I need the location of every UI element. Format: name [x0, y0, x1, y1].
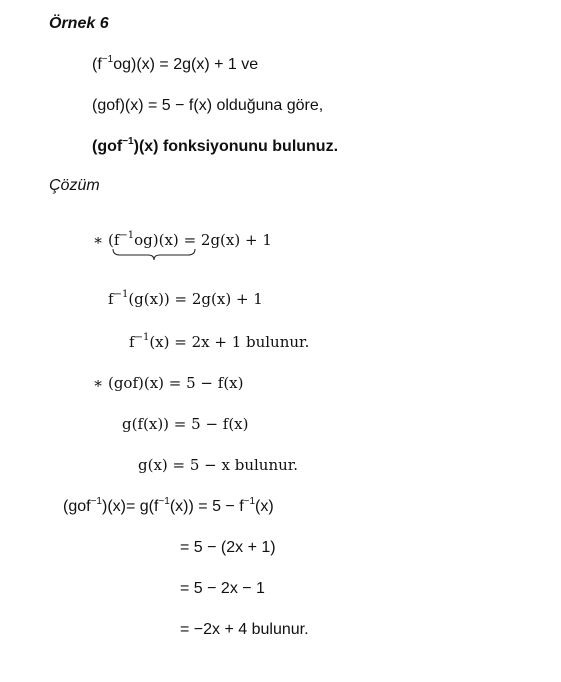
step-1-part-a: (f [107, 231, 120, 249]
given-line-1 [92, 55, 258, 75]
underbrace-icon [112, 248, 196, 262]
solution-step-4: ∗ (gof)(x) = 5 − f(x) [93, 374, 244, 392]
solution-step-10: = −2x + 4 bulunur. [180, 621, 309, 638]
given-line-1-sup: −1 [101, 54, 114, 65]
given-line-1-part-a: (f [92, 56, 102, 73]
step-7-sup-1: −1 [90, 496, 102, 507]
step-1-braced [108, 231, 179, 249]
given-line-1-part-b: og)(x) = 2g(x) + 1 ve [113, 56, 259, 73]
question-part-b: )(x) fonksiyonunu bulunuz. [133, 138, 339, 155]
solution-step-6: g(x) = 5 − x bulunur. [138, 456, 299, 474]
step-3-sup: −1 [134, 332, 150, 343]
solution-step-8: = 5 − (2x + 1) [180, 539, 276, 556]
step-2-sup: −1 [113, 289, 129, 300]
question-sup: −1 [122, 136, 134, 147]
question-part-a: (gof [92, 138, 123, 155]
step-7-sup-3: −1 [243, 496, 256, 507]
solution-step-1 [93, 230, 272, 250]
step-7-part-a: (gof [63, 498, 91, 515]
step-7-sup-2: −1 [158, 496, 170, 507]
solution-step-5: g(f(x)) = 5 − f(x) [122, 415, 249, 433]
step-7-part-b: )(x)= g(f [101, 498, 159, 515]
example-title: Örnek 6 [49, 15, 109, 32]
step-1-star: ∗ [93, 231, 104, 249]
step-7-part-c: (x)) = 5 − f [169, 498, 244, 515]
solution-step-9: = 5 − 2x − 1 [180, 580, 265, 597]
step-1-part-c: = 2g(x) + 1 [178, 231, 272, 249]
solution-title: Çözüm [49, 177, 100, 194]
step-1-part-b: og)(x) [134, 231, 179, 249]
step-7-part-d: (x) [255, 498, 274, 515]
step-2-part-b: (g(x)) = 2g(x) + 1 [128, 290, 263, 308]
given-line-2: (gof)(x) = 5 − f(x) olduğuna göre, [92, 97, 324, 114]
step-1-sup: −1 [119, 230, 135, 241]
step-2-part-a: f [108, 290, 114, 308]
question-line [92, 137, 338, 157]
solution-step-3 [129, 332, 309, 352]
step-3-part-a: f [129, 333, 135, 351]
step-3-part-b: (x) = 2x + 1 bulunur. [149, 333, 310, 351]
solution-step-7 [63, 497, 274, 517]
solution-step-2 [108, 289, 263, 309]
